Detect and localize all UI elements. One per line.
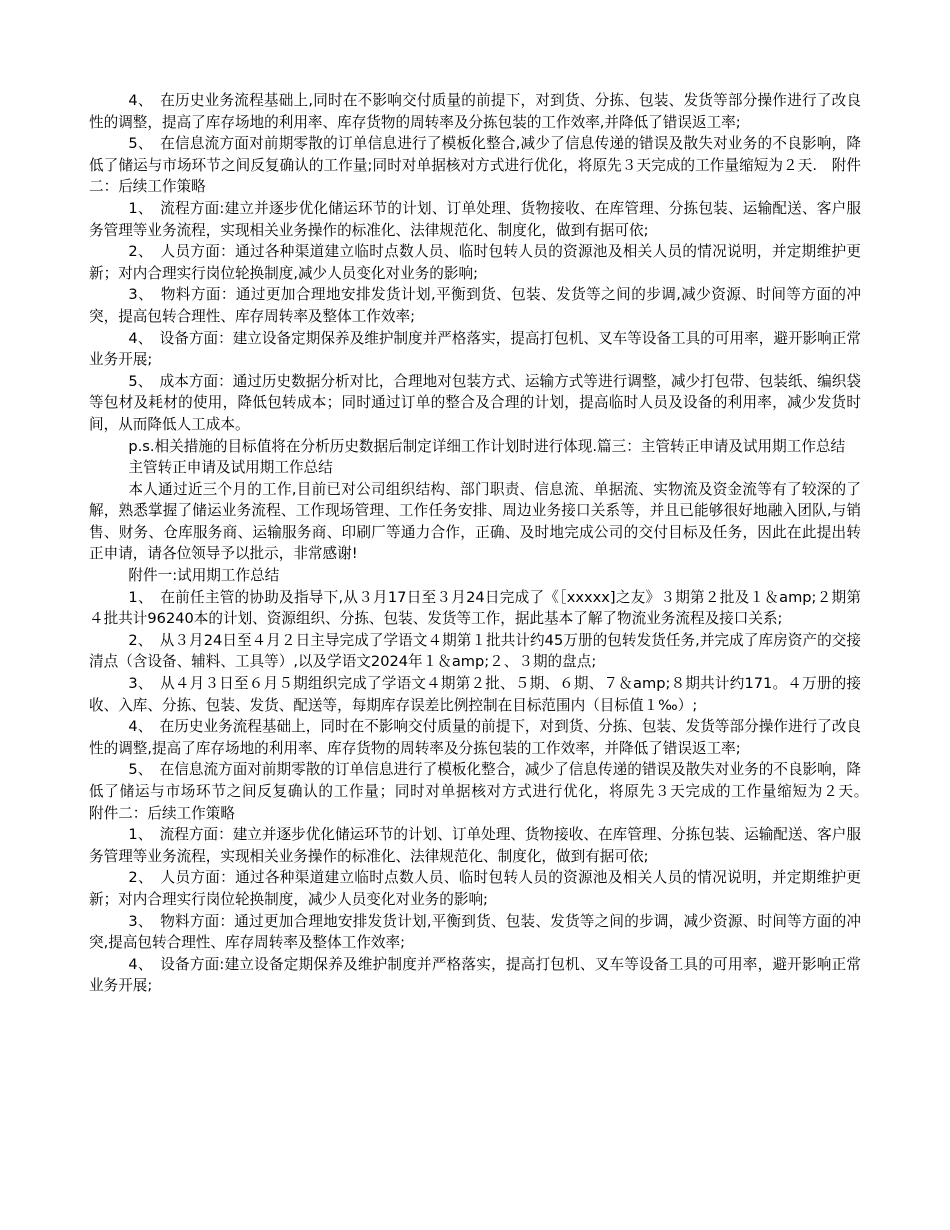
paragraph-17: 1、 流程方面：建立并逐步优化储运环节的计划、订单处理、货物接收、在库管理、分拣包装、运输配送、客户服务管理等业务流程，实现相关业务操作的标准化、法律规范化、制度化，做到有据可依; xyxy=(89,826,861,865)
paragraph-10: 本人通过近三个月的工作,目前已对公司组织结构、部门职责、信息流、单据流、实物流及资金流等有了较深的了解，熟悉掌握了储运业务流程、工作现场管理、工作任务安排、周边业务接口关系等，并且已能够很好地融入团队,与销售、财务、仓库服务商、运输服务商、印刷厂等通力合作，正确、及时地完成公司的交付目标及任务，因此在此提出转正申请，请各位领导予以批示，非常感谢! xyxy=(89,480,861,563)
section-title: 主管转正申请及试用期工作总结 xyxy=(128,459,333,477)
paragraph-20: 4、 设备方面:建立设备定期保养及维护制度并严格落实，提高打包机、叉车等设备工具的可用率，避开影响正常业务开展; xyxy=(89,955,862,995)
paragraph-5: 3、 物料方面：通过更加合理地安排发货计划,平衡到货、包装、发货等之间的步调,减少资源、时间等方面的冲突，提高包转合理性、库存周转率及整体工作效率; xyxy=(89,286,861,325)
paragraph-16: 5、 在信息流方面对前期零散的订单信息进行了模板化整合，减少了信息传递的错误及散失对业务的不良影响，降低了储运与市场环节之间反复确认的工作量；同时对单据核对方式进行优化，将原先３天完成的工作量缩短为２天。 附件二：后续工作策略 xyxy=(89,761,891,822)
paragraph-18: 2、 人员方面：通过各种渠道建立临时点数人员、临时包转人员的资源池及相关人员的情况说明，并定期维护更新；对内合理实行岗位轮换制度，减少人员变化对业务的影响; xyxy=(89,869,861,908)
paragraph-6: 4、 设备方面：建立设备定期保养及维护制度并严格落实，提高打包机、叉车等设备工具的可用率，避开影响正常业务开展; xyxy=(89,329,861,369)
paragraph-4: 2、 人员方面：通过各种渠道建立临时点数人员、临时包转人员的资源池及相关人员的情况说明，并定期维护更新；对内合理实行岗位轮换制度,减少人员变化对业务的影响; xyxy=(89,243,861,282)
paragraph-2: 5、 在信息流方面对前期零散的订单信息进行了模板化整合,减少了信息传递的错误及散失对业务的不良影响，降低了储运与市场环节之间反复确认的工作量;同时对单据核对方式进行优化，将原先３天完成的工作量缩短为２天. 附件二：后续工作策略 xyxy=(89,135,861,196)
attachment-heading: 附件一:试用期工作总结 xyxy=(128,567,280,585)
paragraph-13: 2、 从３月24日至４月２日主导完成了学语文４期第１批共计约45万册的包转发货任务,并完成了库房资产的交接清点（含设备、辅料、工具等）,以及学语文2024年１＆amp;２、３期的盘点; xyxy=(89,631,861,671)
paragraph-19: 3、 物料方面：通过更加合理地安排发货计划,平衡到货、包装、发货等之间的步调，减少资源、时间等方面的冲突,提高包转合理性、库存周转率及整体工作效率; xyxy=(89,912,861,952)
paragraph-3: 1、 流程方面:建立并逐步优化储运环节的计划、订单处理、货物接收、在库管理、分拣包装、运输配送、客户服务管理等业务流程，实现相关业务操作的标准化、法律规范化、制度化，做到有据可依; xyxy=(89,199,862,239)
paragraph-15: 4、 在历史业务流程基础上，同时在不影响交付质量的前提下，对到货、分拣、包装、发货等部分操作进行了改良性的调整,提高了库存场地的利用率、库存货物的周转率及分拣包装的工作效率，并降低了错误返工率; xyxy=(89,718,861,757)
paragraph-14: 3、 从４月３日至６月５期组织完成了学语文４期第２批、５期、６期、７＆amp;８期共计约171。４万册的接收、入库、分拣、包装、发货、配送等，每期库存误差比例控制在目标范围内（目标值１‰）; xyxy=(89,675,861,714)
paragraph-7: 5、 成本方面：通过历史数据分析对比，合理地对包装方式、运输方式等进行调整，减少打包带、包装纸、编织袋等包材及耗材的使用，降低包转成本；同时通过订单的整合及合理的计划，提高临时人员及设备的利用率，减少发货时间，从而降低人工成本。 xyxy=(89,372,861,433)
document-body xyxy=(89,90,891,997)
paragraph-8: p.s.相关措施的目标值将在分析历史数据后制定详细工作计划时进行体现.篇三：主管转正申请及试用期工作总结 xyxy=(128,437,846,455)
paragraph-12: 1、 在前任主管的协助及指导下,从３月17日至３月24日完成了《［xxxxx]之友》３期第２批及１＆amp;２期第４批共计96240本的计划、资源组织、分拣、包装、发货等工作，据此基本了解了物流业务流程及接口关系; xyxy=(89,588,861,628)
paragraph-1: 4、 在历史业务流程基础上,同时在不影响交付质量的前提下，对到货、分拣、包装、发货等部分操作进行了改良性的调整，提高了库存场地的利用率、库存货物的周转率及分拣包装的工作效率,并降低了错误返工率; xyxy=(89,92,861,131)
